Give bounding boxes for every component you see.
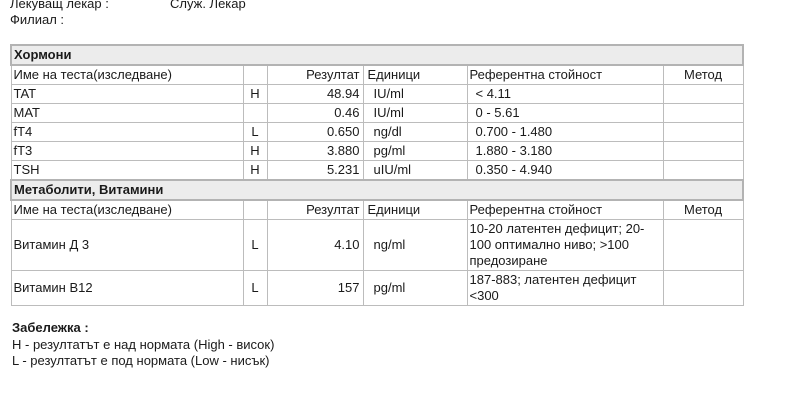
result-value: 3.880 — [267, 142, 363, 161]
test-name: fT3 — [11, 142, 243, 161]
col-test: Име на теста(изследване) — [11, 65, 243, 85]
flag: L — [243, 271, 267, 306]
table-row — [11, 104, 743, 123]
method — [663, 85, 743, 104]
test-name: Витамин B12 — [11, 271, 243, 306]
flag: H — [243, 85, 267, 104]
units: pg/ml — [363, 142, 467, 161]
units: ng/ml — [363, 220, 467, 271]
method — [663, 271, 743, 306]
table-row — [11, 142, 743, 161]
reference-range: 0 - 5.61 — [467, 104, 663, 123]
test-name: TAT — [11, 85, 243, 104]
note-low: L - резултатът е под нормата (Low - нисък) — [12, 353, 270, 368]
result-value: 4.10 — [267, 220, 363, 271]
reference-range: 0.350 - 4.940 — [467, 161, 663, 181]
reference-range: 0.700 - 1.480 — [467, 123, 663, 142]
result-value: 5.231 — [267, 161, 363, 181]
method — [663, 161, 743, 181]
units: pg/ml — [363, 271, 467, 306]
method — [663, 104, 743, 123]
col-reference: Референтна стойност — [467, 65, 663, 85]
result-value: 157 — [267, 271, 363, 306]
doctor-label: Лекуващ лекар : — [10, 0, 109, 11]
flag: H — [243, 161, 267, 181]
col-units: Единици — [363, 65, 467, 85]
method — [663, 220, 743, 271]
col-result: Резултат — [267, 200, 363, 220]
units: IU/ml — [363, 85, 467, 104]
table-row — [11, 161, 743, 181]
col-flag — [243, 65, 267, 85]
section-title: Метаболити, Витамини — [11, 180, 743, 200]
col-method: Метод — [663, 200, 743, 220]
flag: L — [243, 220, 267, 271]
branch-line — [10, 12, 170, 28]
result-value: 0.46 — [267, 104, 363, 123]
result-value: 48.94 — [267, 85, 363, 104]
table-row — [11, 220, 743, 271]
flag: L — [243, 123, 267, 142]
table-row — [11, 85, 743, 104]
table-row — [11, 123, 743, 142]
col-reference: Референтна стойност — [467, 200, 663, 220]
units: ng/dl — [363, 123, 467, 142]
section-title: Хормони — [11, 45, 743, 65]
col-flag — [243, 200, 267, 220]
section-header-hormones — [11, 45, 743, 65]
units: IU/ml — [363, 104, 467, 123]
branch-label: Филиал : — [10, 12, 65, 27]
test-name: TSH — [11, 161, 243, 181]
note-high: H - резултатът е над нормата (High - висок) — [12, 337, 275, 352]
method — [663, 142, 743, 161]
flag: H — [243, 142, 267, 161]
notes-title: Забележка : — [12, 320, 89, 335]
section-header-metabolites — [11, 180, 743, 200]
col-method: Метод — [663, 65, 743, 85]
reference-range: 187-883; латентен дефицит <300 — [467, 271, 663, 306]
table-row — [11, 271, 743, 306]
reference-range: 1.880 - 3.180 — [467, 142, 663, 161]
notes-block — [12, 320, 274, 369]
doctor-line — [10, 0, 246, 12]
column-header-row — [11, 65, 743, 85]
doctor-value: Служ. Лекар — [170, 0, 246, 11]
col-result: Резултат — [267, 65, 363, 85]
reference-range: 10-20 латентен дефицит; 20- 100 оптимално ниво; >100 предозиране — [467, 220, 663, 271]
test-name: MAT — [11, 104, 243, 123]
method — [663, 123, 743, 142]
reference-range: < 4.11 — [467, 85, 663, 104]
col-test: Име на теста(изследване) — [11, 200, 243, 220]
col-units: Единици — [363, 200, 467, 220]
flag — [243, 104, 267, 123]
column-header-row — [11, 200, 743, 220]
results-table — [10, 44, 744, 306]
test-name: fT4 — [11, 123, 243, 142]
units: uIU/ml — [363, 161, 467, 181]
result-value: 0.650 — [267, 123, 363, 142]
test-name: Витамин Д 3 — [11, 220, 243, 271]
